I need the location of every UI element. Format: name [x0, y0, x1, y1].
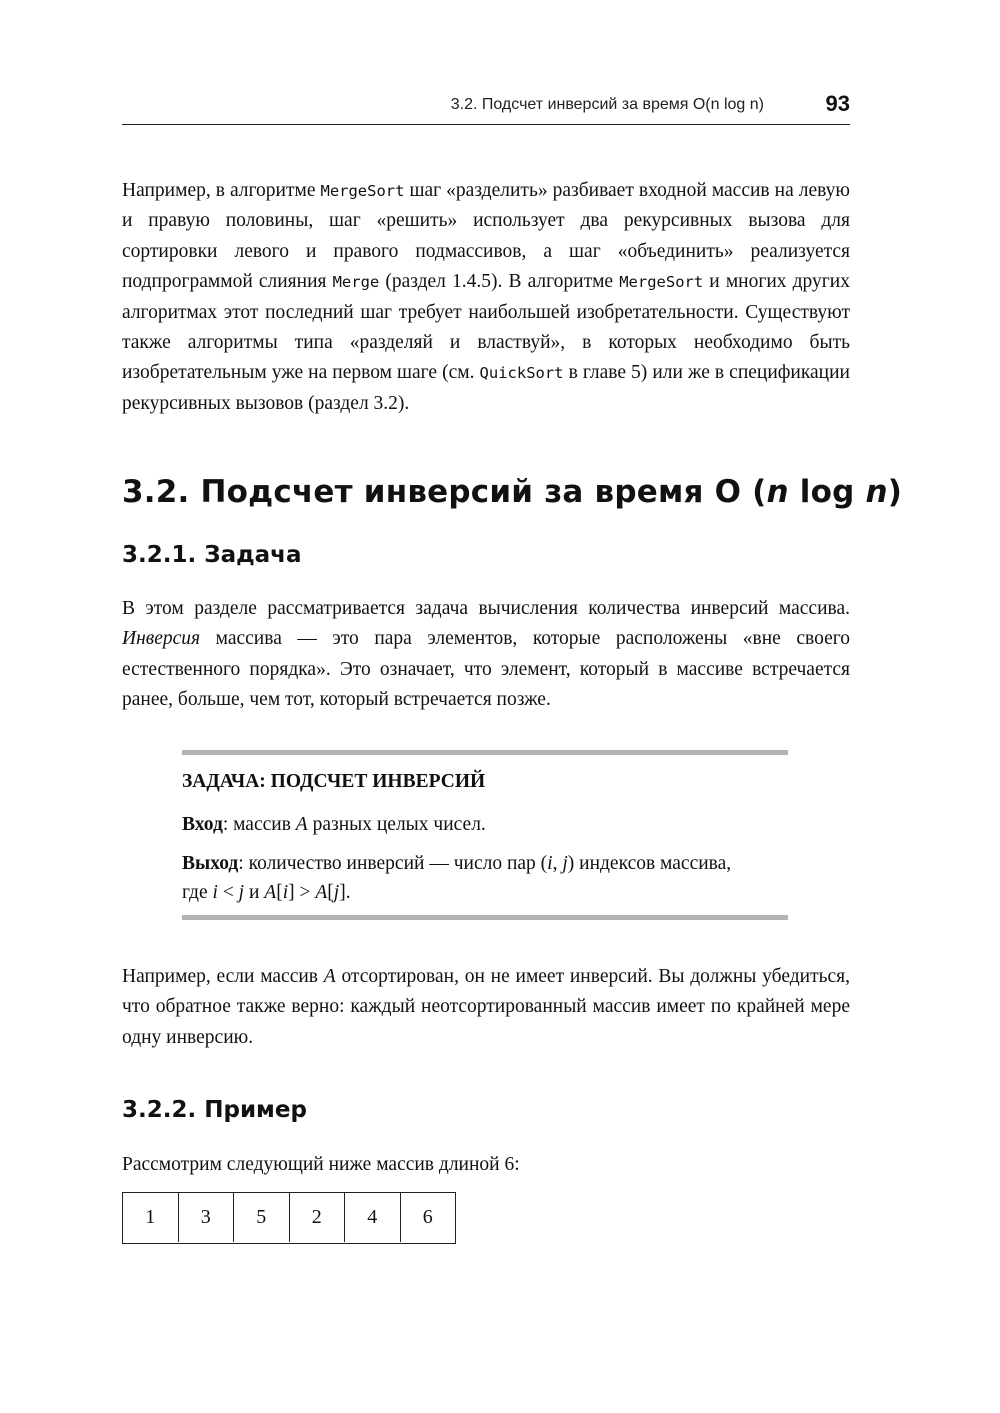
- problem-statement-box: [182, 750, 788, 920]
- example-array: [122, 1192, 456, 1244]
- code-mergesort: MergeSort: [320, 182, 405, 200]
- code-quicksort: QuickSort: [479, 364, 564, 383]
- array-cell: 4: [345, 1193, 401, 1242]
- problem-intro-paragraph: В этом разделе рассматривается задача вычисления количества инверсий массива. Инверсия массива — это пара элементов, которые расположены «вне своего естественного порядка». Это означает, что элемент, который в массиве встречается ранее, больше, чем тот, который встречается позже.: [122, 598, 850, 711]
- array-cell: 1: [123, 1193, 179, 1242]
- problem-title: ЗАДАЧА: ПОДСЧЕТ ИНВЕРСИЙ: [182, 771, 486, 792]
- section-title: 3.2. Подсчет инверсий за время O (n log n): [122, 474, 903, 510]
- problem-input: Вход: массив A разных целых чисел.: [182, 814, 486, 835]
- running-title: 3.2. Подсчет инверсий за время O(n log n): [450, 96, 764, 113]
- sorted-array-paragraph: Например, если массив A отсортирован, он не имеет инверсий. Вы должны убедиться, что обратное также верно: каждый неотсортированный массив имеет по крайней мере одну инверсию.: [122, 966, 850, 1048]
- array-cell: 2: [290, 1193, 346, 1242]
- array-cell: 5: [234, 1193, 290, 1242]
- page-number: 93: [825, 91, 850, 116]
- subsection-title-problem: 3.2.1. Задача: [122, 542, 302, 568]
- example-text: Рассмотрим следующий ниже массив длиной 6:: [122, 1154, 520, 1175]
- code-merge: Merge: [332, 273, 380, 292]
- term-inversion: Инверсия: [122, 628, 201, 650]
- code-mergesort: MergeSort: [619, 273, 704, 292]
- problem-output: Выход: количество инверсий — число пар (i, j) индексов массива, где i < j и A[i] > A[j].: [182, 853, 732, 903]
- array-cell: 6: [422, 1206, 433, 1228]
- intro-paragraph: Например, в алгоритме MergeSort шаг «разделить» разбивает входной массив на левую и правую половины, шаг «решить» использует два рекурсивных вызова для сортировки левого и правого подмассивов, а шаг «объединить» реализуется подпрограммой слияния Merge (раздел 1.4.5). В алгоритме MergeSort и многих других алгоритмах этот последний шаг требует наибольшей изобретательности. Существуют также алгоритмы типа «разделяй и властвуй», в которых необходимо быть изобретательным уже на первом шаге (см. QuickSort в главе 5) или же в спецификации рекурсивных вызовов (раздел 3.2).: [122, 180, 850, 414]
- subsection-title-example: 3.2.2. Пример: [122, 1097, 307, 1123]
- array-cell: 3: [179, 1193, 235, 1242]
- running-head: [122, 88, 850, 125]
